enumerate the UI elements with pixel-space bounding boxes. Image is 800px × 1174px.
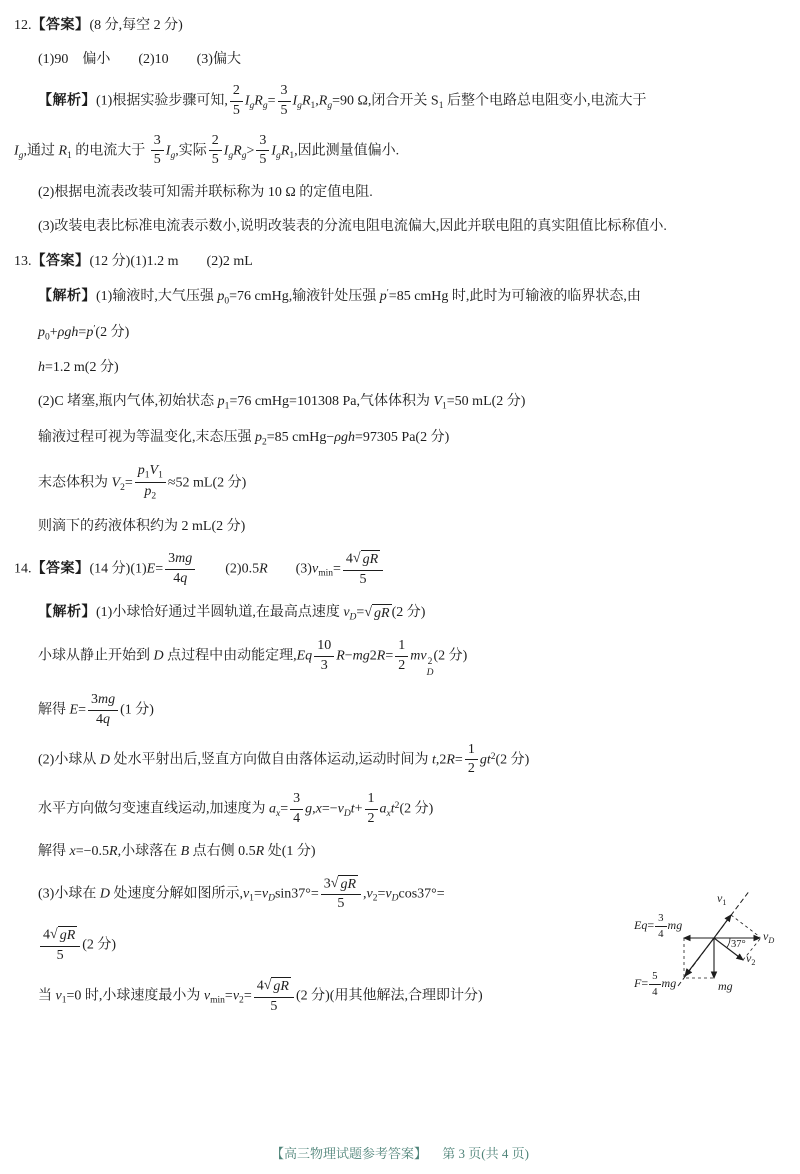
q12-analysis-2: (2)根据电流表改装可知需并联标称为 10 Ω 的定值电阻. [38,185,373,201]
q14-analysis-3: (3)小球在 D 处速度分解如图所示$,v_1=v_D\sin 37^\circ=$ 3 √ gR 5 $,v_2=v_D\cos 37^\circ=$ [38,875,445,912]
q13-analysis-2d: 则滴下的药液体积约为 2 mL(2 分) [38,519,246,535]
q12-analysis-1-cont: $I_g$,通过 $R_1$ 的电流大于 $\frac{3}{5}$ $I_g$,实际 $\frac{2}{5}$ $I_gR_g>$ $\frac{3}{5}$ $I_gR_1$,因此测量值偏小. [14,132,400,168]
q14-analysis-2: (2)小球从 D 处水平射出后,竖直方向做自由落体运动,运动时间为 t,2R= $\frac{1}{2}$ $gt^2(2$ 分) [38,741,530,777]
decomposition-dash-1 [731,915,760,937]
q13-analysis-1: 【解析】(1)输液时,大气压强 $p_0=76$ cmHg,输液针处压强 p′=85 cmHg 时,此时为可输液的临界状态,由 [38,287,641,307]
q14-analysis-3c: 当 $v_1=0$ 时,小球速度最小为 $v_{min}=v_2=$ 4 √ gR 5 (2 分)(用其他解法,合理即计分) [38,978,483,1014]
q12-analysis-3: (3)改装电表比标准电流表示数小,说明改装表的分流电阻电流偏大,因此并联电阻的真实阻值比标称值小. [38,219,667,235]
q14-analysis-1: 【解析】(1)小球恰好通过半圆轨道,在最高点速度 $v_D=$ √ gR (2 分) [38,603,426,623]
figure-label-v2: $v_2$ [746,951,756,967]
q14-analysis-1b: 小球从静止开始到 D 点过程中由动能定理,Eq $\frac{10}{3}$ R−mg2R= $\frac{1}{2}$ mv 2 D (2 分) [38,637,468,679]
footer-title: 【高三物理试题参考答案】 [271,1146,428,1161]
figure-label-vd: $v_D$ [763,929,775,945]
angle-arc [727,938,730,948]
q13-analysis-2c: 末态体积为 $V_2=$ $\frac{p_1V_1}{p_2}$ ≈52 mL(2 分) [38,462,247,502]
q13-answer-header: 13.【答案】(12 分)(1)1.2 m (2)2 mL [14,252,253,270]
q14-analysis-2b: 水平方向做匀变速直线运动,加速度为 $a_x=$ $\frac{3}{4}$ $g,x=-v_Dt+$ $\frac{1}{2}$ $a_xt^2(2$ 分) [38,791,434,827]
v1-arrow [714,915,731,938]
page-footer [0,1143,800,1162]
figure-label-angle: 37° [731,939,746,950]
q14-analysis-3b: 4 √ gR 5 (2 分) [14,926,788,964]
figure-label-mg: mg [718,979,733,993]
q13-analysis-2: (2)C 堵塞,瓶内气体,初始状态 $p_1=76$ cmHg=101308 Pa,气体体积为 $V_1=50$ mL(2 分) [38,394,526,412]
velocity-decomposition-figure [634,884,796,1014]
figure-label-v1: $v_1$ [717,891,727,907]
q12-answer-values: (1)90 偏小 (2)10 (3)偏大 [38,52,241,67]
q14-analysis-2c: 解得 x=−0.5R,小球落在 B 点右侧 0.5R 处(1 分) [38,843,316,859]
q14-analysis-1c: 解得 E= $\frac{3mg}{4q}$ (1 分) [38,692,154,727]
q12-analysis-1: 【解析】(1)根据实验步骤可知, $\frac{2}{5}$ $I_gR_g=$ $\frac{3}{5}$ $I_gR_1,R_g=90$ Ω,闭合开关 $S_1$ 后整个电路总电阻变小,电流大于 [38,83,647,118]
figure-label-eq-force: Eq= $\frac{3}{4}$ mg [634,912,683,940]
q14-answer-header: 14.【答案】(14 分)(1)E= $\frac{3mg}{4q}$ (2)0.5R $(3)v_{min}=$ 4 √ gR 5 [14,550,788,588]
footer-page-number: 第 3 页(共 4 页) [442,1146,529,1161]
q13-analysis-2b: 输液过程可视为等温变化,末态压强 $p_2=85$ cmHg−ρgh=97305 Pa(2 分) [38,429,450,448]
q13-equation-1: $p_0+\rho gh=p'(2$ 分) [38,324,130,343]
net-force-arrow [685,938,714,976]
figure-label-net-force: F= $\frac{5}{4}$ mg [634,970,677,998]
q13-equation-2: h=1.2 m(2 分) [38,360,119,376]
q12-answer-header: 12.【答案】(8 分,每空 2 分) [14,16,183,33]
